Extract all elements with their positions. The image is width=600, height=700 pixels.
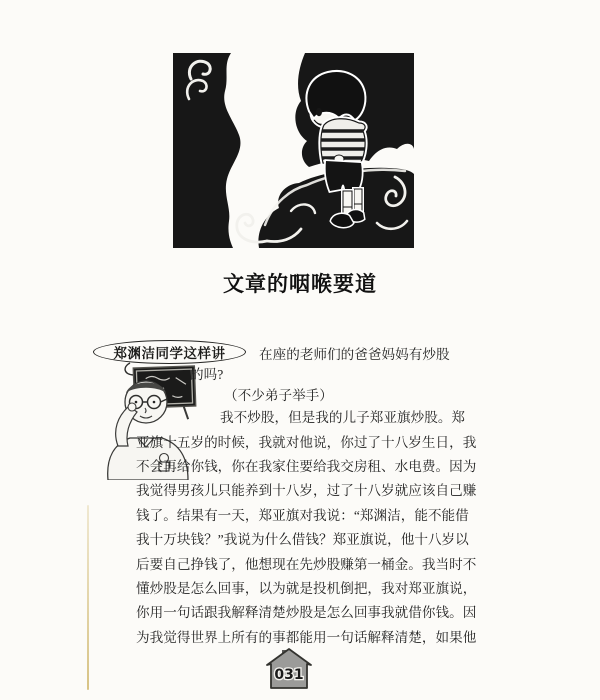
chapter-title: 文章的咽喉要道 <box>223 272 377 296</box>
body-line: （不少弟子举手） <box>224 388 333 403</box>
body-line: 在座的老师们的爸爸妈妈有炒股 <box>259 347 450 362</box>
body-line: 后要自己挣钱了，他想现在先炒股赚第一桶金。我当时不 <box>136 557 477 572</box>
body-line: 的吗? <box>190 367 224 382</box>
scan-artifact-line <box>87 505 89 690</box>
body-line: 懂炒股是怎么回事，以为就是投机倒把，我对郑亚旗说， <box>136 581 477 596</box>
body-line: 亚旗十五岁的时候，我就对他说，你过了十八岁生日，我 <box>136 435 477 450</box>
speaker-bubble-label: 郑渊洁同学这样讲 <box>113 346 226 362</box>
body-line: 你用一句话跟我解释清楚炒股是怎么回事我就借你钱。因 <box>136 605 477 620</box>
page-number: 031 <box>274 667 304 683</box>
body-line: 我觉得男孩儿只能养到十八岁，过了十八岁就应该自己赚 <box>136 483 477 498</box>
body-line: 为我觉得世界上所有的事都能用一句话解释清楚，如果他 <box>136 630 477 645</box>
home-page-number-icon <box>264 648 314 690</box>
body-line: 我不炒股，但是我的儿子郑亚旗炒股。郑 <box>220 410 466 425</box>
body-line: 我十万块钱？”我说为什么借钱？郑亚旗说，他十八岁以 <box>136 532 469 547</box>
body-line: 钱了。结果有一天，郑亚旗对我说：“郑渊洁，能不能借 <box>136 508 469 523</box>
body-line: 不会再给你钱，你在我家住要给我交房租、水电费。因为 <box>136 459 477 474</box>
